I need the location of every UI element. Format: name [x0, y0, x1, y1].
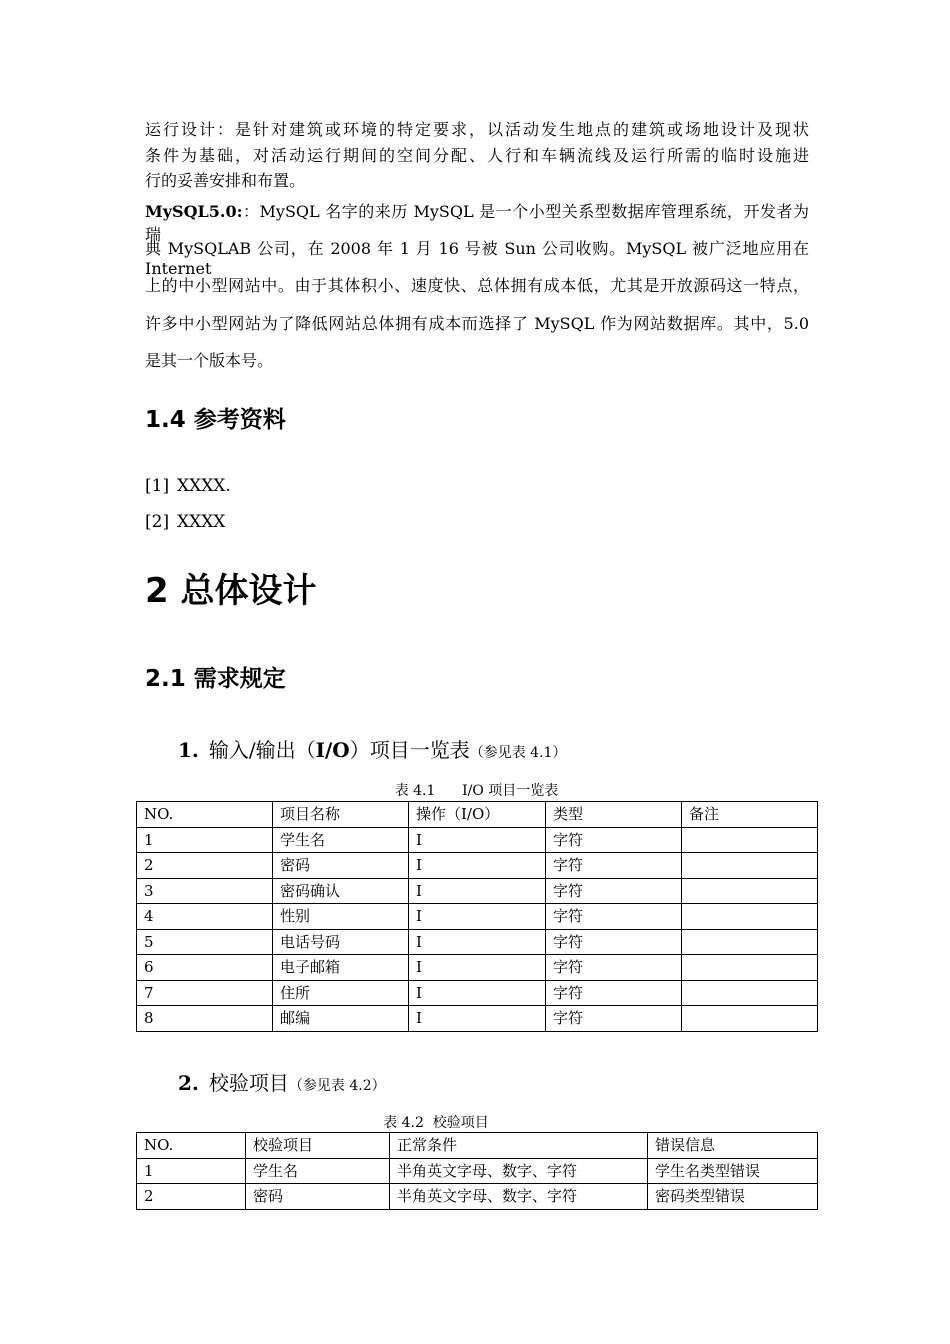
table-cell [682, 1006, 818, 1032]
table-row [137, 853, 818, 879]
table-row [137, 1006, 818, 1032]
table-cell: 邮编 [273, 1006, 409, 1032]
table-row [137, 878, 818, 904]
table-header-row [137, 1133, 818, 1159]
item-title-c: ）项目一览表 [349, 738, 470, 762]
table-cell: I [409, 980, 546, 1006]
item-title: 校验项目 [208, 1071, 289, 1095]
item-note: （参见表 4.2） [288, 1078, 386, 1094]
table-cell: I [409, 878, 546, 904]
table-cell [682, 955, 818, 981]
table-cell: 半角英文字母、数字、字符 [390, 1158, 648, 1184]
table-cell [682, 853, 818, 879]
item-heading-validation [178, 1067, 386, 1096]
table-cell: 密码确认 [273, 878, 409, 904]
table-cell: 学生名 [246, 1158, 390, 1184]
mysql-line-3: 上的中小型网站中。由于其体积小、速度快、总体拥有成本低，尤其是开放源码这一特点， [145, 276, 809, 295]
reference-number: [1] [145, 476, 170, 496]
table-cell: 字符 [546, 1006, 682, 1032]
header-cell: 操作（I/O） [409, 802, 546, 828]
table-cell: 6 [137, 955, 273, 981]
table-cell: 7 [137, 980, 273, 1006]
chapter-title: 总体设计 [180, 571, 317, 611]
io-items-table [136, 801, 818, 1032]
table-cell: 学生名类型错误 [648, 1158, 818, 1184]
header-cell: 类型 [546, 802, 682, 828]
table-cell [682, 827, 818, 853]
table-cell: 性别 [273, 904, 409, 930]
mysql-line-2: 典 MySQLAB 公司，在 2008 年 1 月 16 号被 Sun 公司收购。MySQL 被广泛地应用在 Internet [145, 239, 809, 278]
mysql-line-1-text: ：MySQL 名字的来历 MySQL 是一个小型关系型数据库管理系统，开发者为瑞 [145, 202, 809, 244]
table-cell: 学生名 [273, 827, 409, 853]
table-row [137, 1158, 818, 1184]
table-cell: 密码 [273, 853, 409, 879]
table-caption: 表 4.1 I/O 项目一览表 [394, 783, 559, 799]
table-cell: I [409, 1006, 546, 1032]
table-cell: 字符 [546, 904, 682, 930]
table-cell: 字符 [546, 853, 682, 879]
reference-item [145, 476, 231, 496]
item-number: 1. [178, 738, 199, 762]
table-cell: 半角英文字母、数字、字符 [390, 1184, 648, 1210]
item-title-b: I/O [315, 738, 350, 762]
table-cell: 5 [137, 929, 273, 955]
table-cell [682, 878, 818, 904]
item-title-a: 输入/输出（ [208, 738, 316, 762]
reference-number: [2] [145, 512, 170, 532]
chapter-heading-2 [145, 563, 317, 612]
table-row [137, 827, 818, 853]
table-cell: 密码 [246, 1184, 390, 1210]
table-caption: 表 4.2 校验项目 [383, 1115, 489, 1131]
table-cell: 字符 [546, 878, 682, 904]
table-header-row [137, 802, 818, 828]
table-cell: I [409, 827, 546, 853]
table-cell: I [409, 904, 546, 930]
table-cell: 4 [137, 904, 273, 930]
table-row [137, 980, 818, 1006]
mysql-term: MySQL5.0: [145, 202, 243, 221]
table-cell: 2 [137, 853, 273, 879]
reference-item [145, 512, 225, 532]
section-title: 参考资料 [193, 407, 286, 433]
section-title: 需求规定 [193, 666, 286, 692]
table-row [137, 1184, 818, 1210]
item-note: （参见表 4.1） [469, 745, 567, 761]
table-cell: 住所 [273, 980, 409, 1006]
table-cell: 1 [137, 827, 273, 853]
table-cell: 电子邮箱 [273, 955, 409, 981]
section-heading-2-1 [145, 660, 286, 693]
section-number: 2.1 [145, 666, 186, 692]
table-cell [682, 904, 818, 930]
chapter-number: 2 [145, 571, 169, 611]
run-design-line-1: 运行设计：是针对建筑或环境的特定要求，以活动发生地点的建筑或场地设计及现状 [145, 120, 809, 139]
header-cell: NO. [137, 802, 273, 828]
table-cell: 字符 [546, 955, 682, 981]
table-cell: 电话号码 [273, 929, 409, 955]
table-cell: 8 [137, 1006, 273, 1032]
table-row [137, 904, 818, 930]
item-heading-io [178, 734, 566, 763]
header-cell: 校验项目 [246, 1133, 390, 1159]
item-number: 2. [178, 1071, 199, 1095]
reference-text: XXXX [177, 512, 226, 532]
header-cell: 项目名称 [273, 802, 409, 828]
run-design-line-2: 条件为基础，对活动运行期间的空间分配、人行和车辆流线及运行所需的临时设施进 [145, 146, 809, 165]
table-row [137, 955, 818, 981]
table-cell: 2 [137, 1184, 246, 1210]
table-cell: 1 [137, 1158, 246, 1184]
reference-text: XXXX. [177, 476, 231, 496]
table-cell: 字符 [546, 929, 682, 955]
table-cell [682, 980, 818, 1006]
run-design-line-3: 行的妥善安排和布置。 [145, 171, 306, 190]
table-cell: I [409, 853, 546, 879]
header-cell: 错误信息 [648, 1133, 818, 1159]
header-cell: 备注 [682, 802, 818, 828]
mysql-line-5: 是其一个版本号。 [145, 351, 274, 370]
table-cell: 3 [137, 878, 273, 904]
table-cell: 字符 [546, 827, 682, 853]
header-cell: 正常条件 [390, 1133, 648, 1159]
section-number: 1.4 [145, 407, 186, 433]
mysql-line-4: 许多中小型网站为了降低网站总体拥有成本而选择了 MySQL 作为网站数据库。其中，5.0 [145, 314, 809, 333]
table-cell: I [409, 955, 546, 981]
section-heading-1-4 [145, 401, 286, 434]
header-cell: NO. [137, 1133, 246, 1159]
table-cell [682, 929, 818, 955]
table-cell: 密码类型错误 [648, 1184, 818, 1210]
table-cell: I [409, 929, 546, 955]
table-row [137, 929, 818, 955]
table-cell: 字符 [546, 980, 682, 1006]
validation-items-table [136, 1132, 818, 1210]
